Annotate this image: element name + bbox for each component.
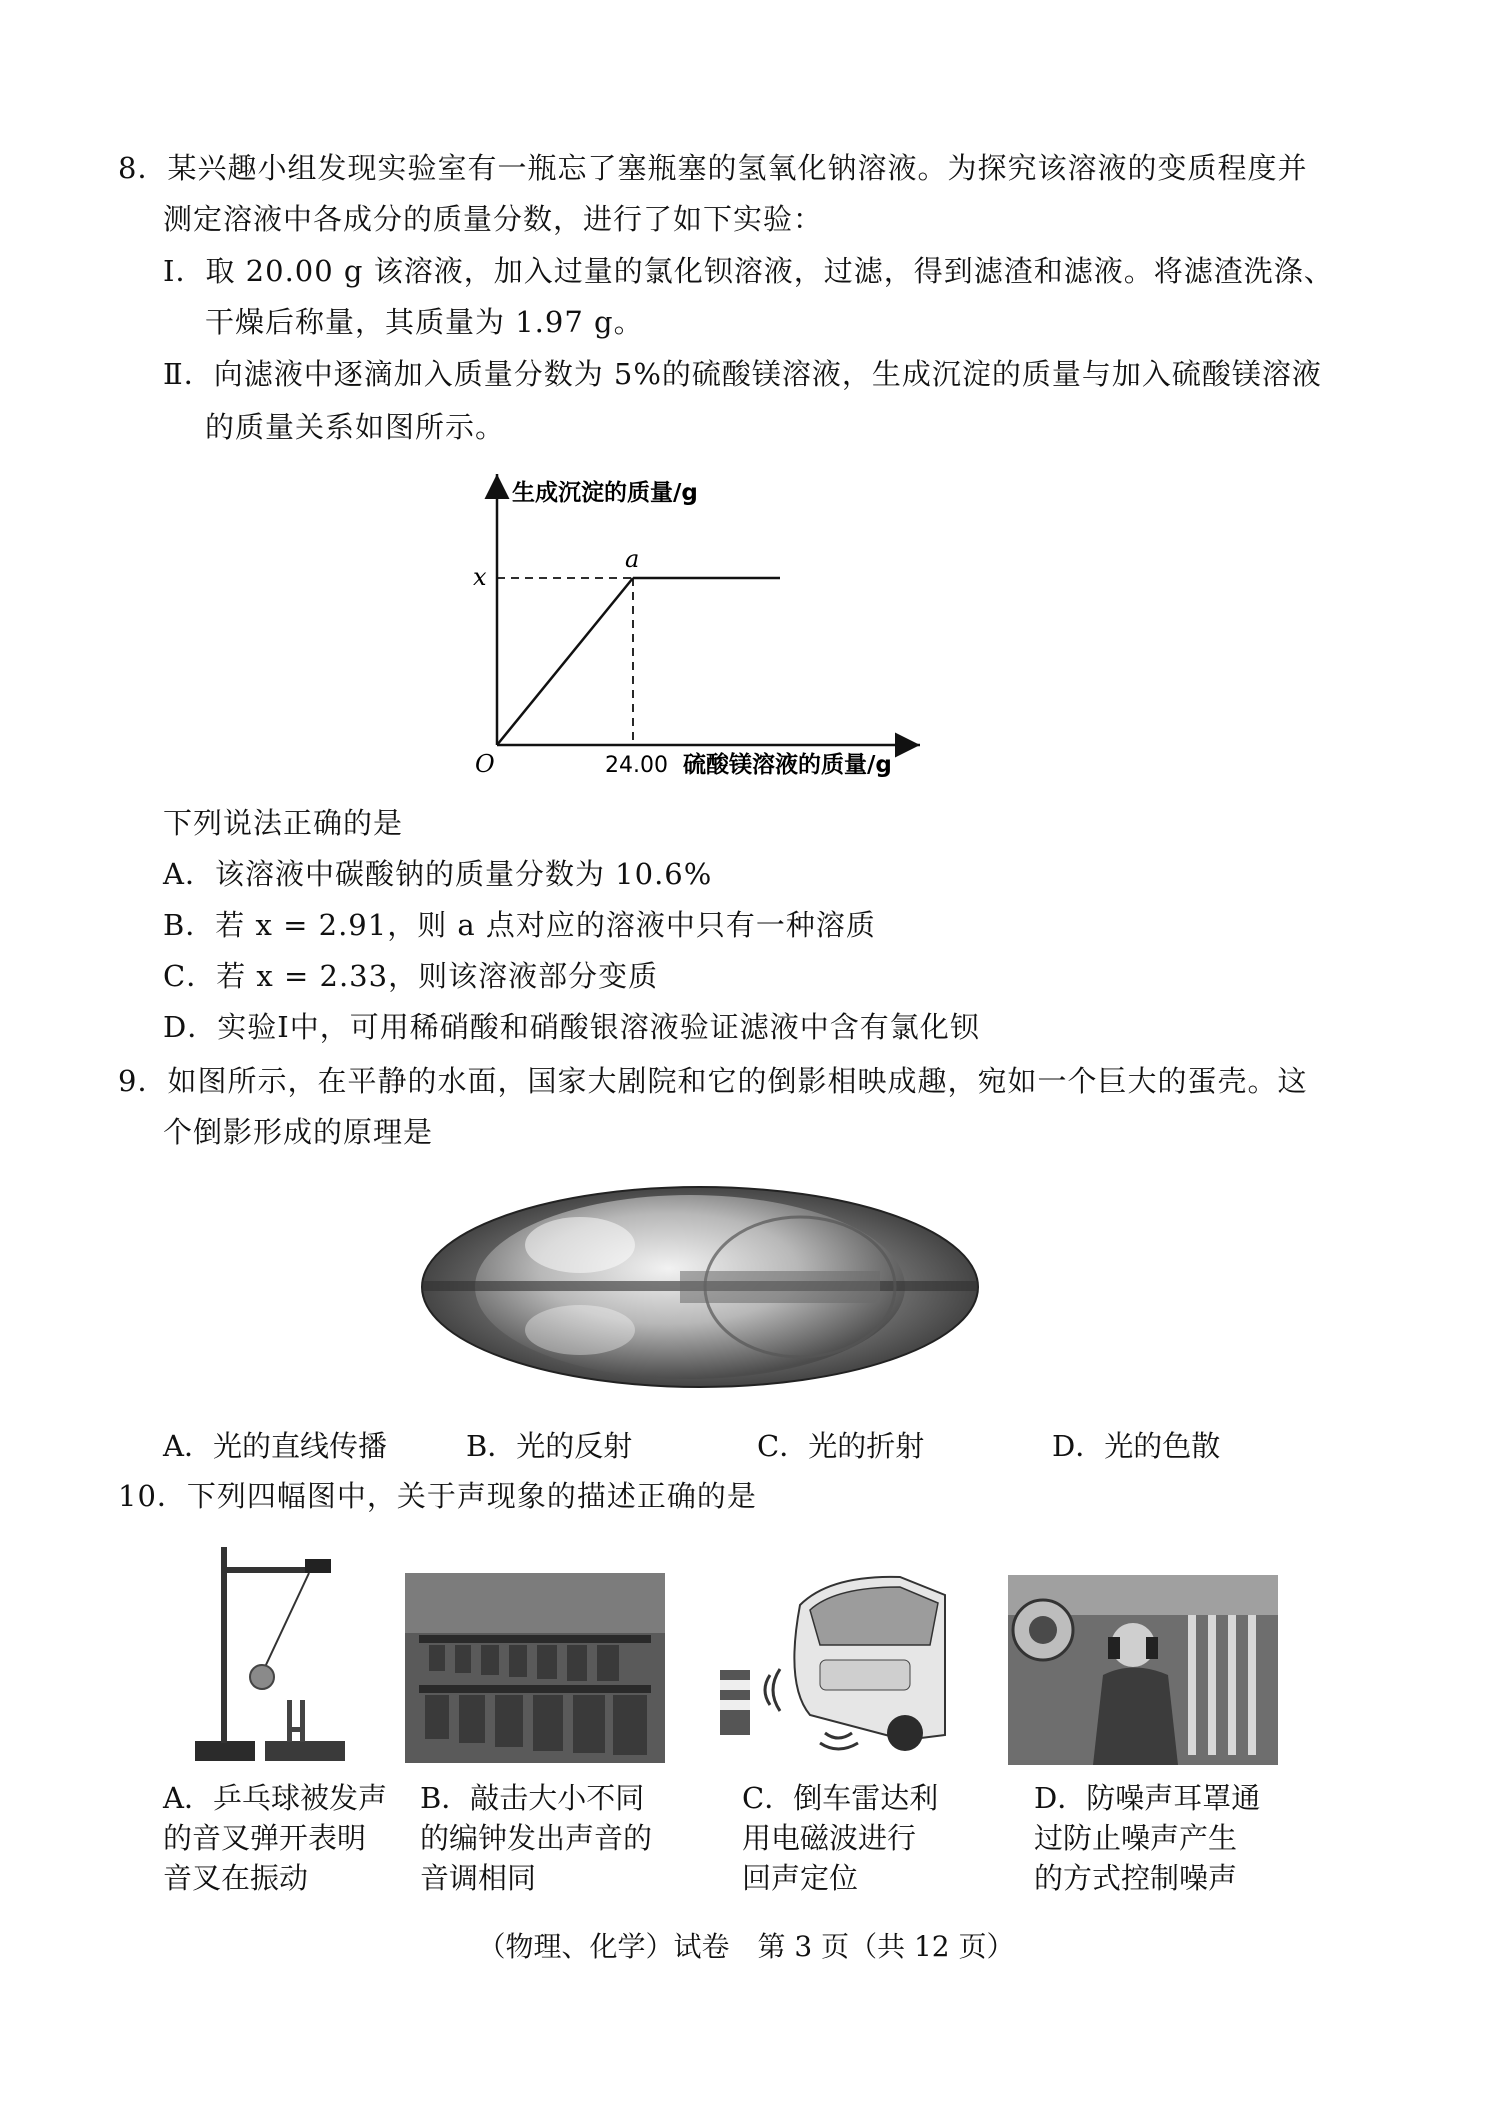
national-theater-reflection-photo	[420, 1185, 980, 1390]
caption-d-line2: 过防止噪声产生	[1034, 1821, 1238, 1855]
caption-c-line3: 回声定位	[742, 1861, 859, 1895]
caption-d-line1: D．防噪声耳罩通	[1034, 1781, 1261, 1815]
q8-line1: 8．某兴趣小组发现实验室有一瓶忘了塞瓶塞的氢氧化钠溶液。为探究该溶液的变质程度并	[118, 151, 1308, 185]
y-axis-label: 生成沉淀的质量/g	[512, 480, 698, 506]
q8-option-a: A．该溶液中碳酸钠的质量分数为 10.6%	[163, 857, 713, 891]
q8-option-c: C．若 x = 2.33，则该溶液部分变质	[163, 959, 659, 993]
q9-line1: 9．如图所示，在平静的水面，国家大剧院和它的倒影相映成趣，宛如一个巨大的蛋壳。这	[118, 1064, 1308, 1098]
caption-b-line3: 音调相同	[420, 1861, 537, 1895]
rising-segment	[497, 578, 633, 745]
q9-line2: 个倒影形成的原理是	[163, 1115, 434, 1149]
q10-caption-a	[163, 1778, 387, 1898]
q8-step1-line1: Ⅰ．取 20.00 g 该溶液，加入过量的氯化钡溶液，过滤，得到滤渣和滤液。将滤渣洗涤、	[163, 254, 1334, 288]
point-a-label: a	[625, 545, 640, 573]
q8-option-b: B．若 x = 2.91，则 a 点对应的溶液中只有一种溶质	[163, 908, 876, 942]
x-value-label: 24.00	[605, 753, 668, 778]
page-footer: （物理、化学）试卷 第 3 页（共 12 页）	[477, 1930, 1015, 1963]
tuning-fork-pingpong-picture	[195, 1545, 355, 1765]
caption-a-line1: A．乒乓球被发声	[163, 1781, 387, 1815]
q10-caption-c	[742, 1778, 938, 1898]
q9-option-b: B．光的反射	[466, 1429, 633, 1463]
precipitate-mass-graph	[460, 460, 940, 790]
caption-a-line3: 音叉在振动	[163, 1861, 309, 1895]
q10-caption-d	[1034, 1778, 1260, 1898]
caption-d-line3: 的方式控制噪声	[1034, 1861, 1238, 1895]
q10-line1: 10．下列四幅图中，关于声现象的描述正确的是	[118, 1479, 757, 1513]
q10-caption-b	[420, 1778, 652, 1898]
caption-b-line1: B．敲击大小不同	[420, 1781, 645, 1815]
q8-prompt: 下列说法正确的是	[163, 806, 404, 840]
noise-earmuffs-worker-picture	[1008, 1575, 1278, 1765]
q8-step1-line2: 干燥后称量，其质量为 1.97 g。	[205, 305, 644, 339]
q9-option-c: C．光的折射	[757, 1429, 925, 1463]
reversing-radar-car-picture	[700, 1565, 950, 1765]
q8-step2-line2: 的质量关系如图所示。	[205, 410, 506, 444]
caption-b-line2: 的编钟发出声音的	[420, 1821, 653, 1855]
origin-label: O	[475, 750, 495, 778]
q8-step2-line1: Ⅱ．向滤液中逐滴加入质量分数为 5%的硫酸镁溶液，生成沉淀的质量与加入硫酸镁溶液	[163, 357, 1322, 391]
bianzhong-bells-picture	[405, 1573, 665, 1763]
q8-option-d: D．实验Ⅰ中，可用稀硝酸和硝酸银溶液验证滤液中含有氯化钡	[163, 1010, 980, 1044]
q9-option-a: A．光的直线传播	[163, 1429, 387, 1463]
q8-line2: 测定溶液中各成分的质量分数，进行了如下实验：	[163, 202, 824, 236]
caption-c-line2: 用电磁波进行	[742, 1821, 917, 1855]
caption-c-line1: C．倒车雷达利	[742, 1781, 939, 1815]
caption-a-line2: 的音叉弹开表明	[163, 1821, 367, 1855]
y-value-label: x	[473, 563, 487, 591]
x-axis-label: 硫酸镁溶液的质量/g	[683, 752, 892, 778]
q9-option-d: D．光的色散	[1052, 1429, 1221, 1463]
